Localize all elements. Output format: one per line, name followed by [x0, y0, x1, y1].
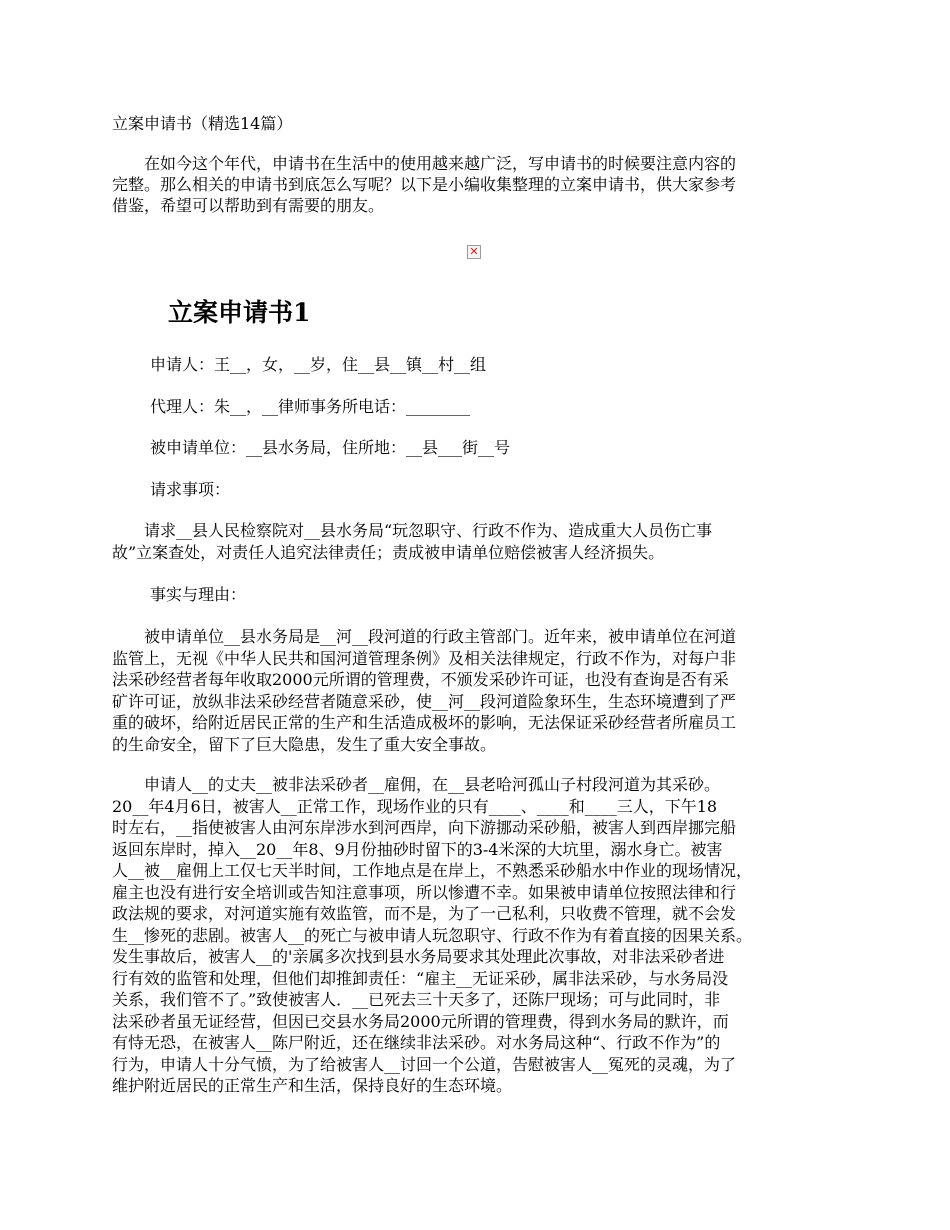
agent-line: 代理人：朱__，__律师事务所电话：________: [150, 397, 471, 416]
facts-line: 时左右，__指使被害人由河东岸涉水到河西岸，向下游挪动采砂船，被害人到西岸挪完船: [112, 818, 737, 837]
facts-line: 政法规的要求，对河道实施有效监管，而不是，为了一己私利，只收费不管理，就不会发: [112, 904, 737, 923]
facts-line: 关系，我们管不了。”致使被害人．__已死去三十天多了，还陈尸现场；可与此同时，非: [112, 990, 721, 1009]
facts-line: 申请人__的丈夫__被非法采砂者__雇佣，在__县老哈河孤山子村段河道为其采砂。: [112, 775, 721, 794]
respondent-line: 被申请单位：__县水务局，住所地：__县___街__号: [150, 438, 511, 457]
facts-line: 有恃无恐，在被害人__陈尸附近，还在继续非法采砂。对水务局这种“、行政不作为”的: [112, 1033, 721, 1052]
facts-line: 被申请单位__县水务局是__河__段河道的行政主管部门。近年来，被申请单位在河道: [112, 627, 737, 646]
facts-line: 监管上，无视《中华人民共和国河道管理条例》及相关法律规定，行政不作为，对每户非: [112, 648, 737, 668]
facts-paragraph-2: [112, 774, 852, 1097]
facts-line: 重的破坏，给附近居民正常的生产和生活造成极坏的影响，无法保证采砂经营者所雇员工: [112, 713, 737, 732]
facts-label: 事实与理由：: [150, 585, 247, 604]
document-title: 立案申请书（精选14篇）: [112, 114, 293, 133]
facts-line: 矿许可证，放纵非法采砂经营者随意采砂，使__河__段河道险象环生，生态环境遭到了严: [112, 691, 737, 711]
facts-paragraph-1: [112, 626, 852, 755]
intro-line: 在如今这个年代，申请书在生活中的使用越来越广泛，写申请书的时候要注意内容的: [112, 154, 737, 173]
facts-line: 雇主也没有进行安全培训或告知注意事项，所以惨遭不幸。如果被申请单位按照法律和行: [112, 882, 737, 902]
facts-line: 的生命安全，留下了巨大隐患，发生了重大安全事故。: [112, 734, 497, 754]
intro-paragraph: [112, 153, 840, 216]
facts-line: 法采砂经营者每年收取2000元所谓的管理费，不颁发采砂许可证，也没有查询是否有采: [112, 670, 729, 689]
request-label: 请求事项：: [150, 480, 231, 499]
facts-line: 行有效的监管和处理，但他们却推卸责任：“雇主__无证采砂，属非法采砂，与水务局没: [112, 968, 729, 988]
request-line: 故”立案查处，对责任人追究法律责任；责成被申请单位赔偿被害人经济损失。: [112, 542, 665, 562]
request-paragraph: [112, 520, 852, 563]
broken-image-icon: ✕: [467, 245, 481, 259]
facts-line: 维护附近居民的正常生产和生活，保持良好的生态环境。: [112, 1076, 513, 1095]
facts-line: 生__惨死的悲剧。被害人__的死亡与被申请人玩忽职守、行政不作为有着直接的因果关系。: [112, 925, 753, 945]
section-heading: 立案申请书1: [168, 298, 311, 327]
intro-line: 完整。那么相关的申请书到底怎么写呢？以下是小编收集整理的立案申请书，供大家参考: [112, 175, 737, 194]
facts-line: 人__被__雇佣上工仅七天半时间，工作地点是在岸上，不熟悉采砂船水中作业的现场情况，: [112, 861, 753, 880]
facts-line: 发生事故后，被害人__的'亲属多次找到县水务局要求其处理此次事故，对非法采砂者进: [112, 947, 725, 966]
facts-line: 20__年4月6日，被害人__正常工作，现场作业的只有____、____和____三人，下午18: [112, 796, 718, 816]
request-line: 请求__县人民检察院对__县水务局“玩忽职守、行政不作为、造成重大人员伤亡事: [112, 521, 713, 540]
facts-line: 法采砂者虽无证经营，但因已交县水务局2000元所谓的管理费，得到水务局的默许，而: [112, 1011, 729, 1031]
facts-line: 返回东岸时，掉入__20__年8、9月份抽砂时留下的3-4米深的大坑里，溺水身亡。被害: [112, 839, 723, 859]
applicant-line: 申请人：王__，女，__岁，住__县__镇__村__组: [150, 355, 487, 374]
facts-line: 行为，申请人十分气愤，为了给被害人__讨回一个公道，告慰被害人__冤死的灵魂，为了: [112, 1054, 737, 1074]
intro-line: 借鉴，希望可以帮助到有需要的朋友。: [112, 196, 385, 215]
